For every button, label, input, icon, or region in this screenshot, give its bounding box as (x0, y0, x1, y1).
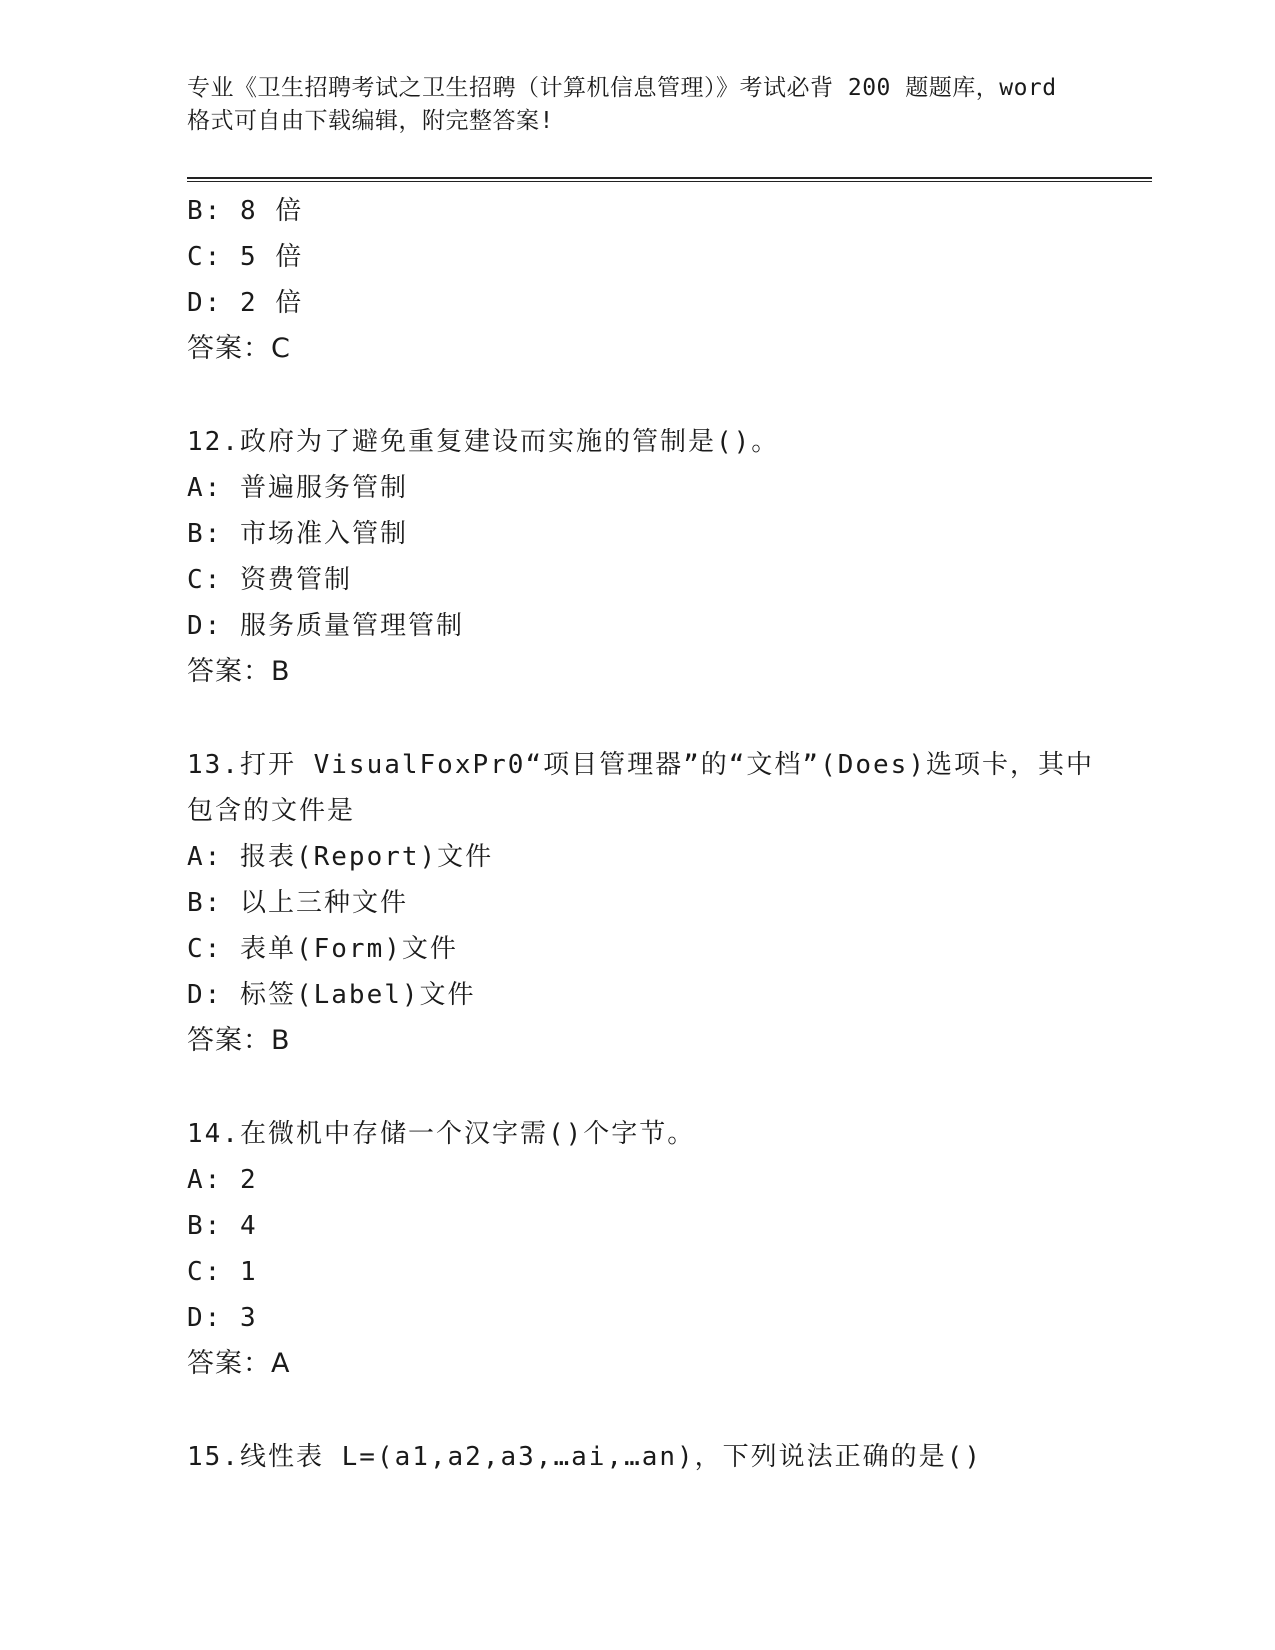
option-c: C: 1 (187, 1257, 258, 1287)
question-11-tail (187, 188, 1127, 372)
option-d: D: 3 (187, 1303, 258, 1333)
question-15 (187, 1434, 1127, 1480)
header-line-1: 专业《卫生招聘考试之卫生招聘（计算机信息管理）》考试必背 200 题题库，word (187, 75, 1057, 101)
question-14 (187, 1111, 1127, 1387)
question-stem: 15.线性表 L=(a1,a2,a3,…ai,…an)，下列说法正确的是() (187, 1442, 982, 1472)
option-b: B: 以上三种文件 (187, 888, 408, 918)
option-c: C: 表单(Form)文件 (187, 934, 458, 964)
option-a: A: 普遍服务管制 (187, 473, 408, 503)
answer-line: 答案：A (187, 1348, 291, 1379)
document-header (187, 72, 1087, 138)
option-c: C: 资费管制 (187, 565, 352, 595)
option-a: A: 报表(Report)文件 (187, 842, 494, 872)
option-a: A: 2 (187, 1165, 258, 1195)
question-stem: 14.在微机中存储一个汉字需()个字节。 (187, 1119, 696, 1149)
option-b: B: 8 倍 (187, 196, 304, 226)
option-b: B: 4 (187, 1211, 258, 1241)
option-d: D: 2 倍 (187, 288, 304, 318)
answer-line: 答案：B (187, 1025, 291, 1056)
answer-line: 答案：B (187, 656, 291, 687)
option-b: B: 市场准入管制 (187, 519, 408, 549)
document-body (187, 188, 1127, 1480)
header-line-2: 格式可自由下载编辑，附完整答案! (187, 108, 554, 134)
header-divider (187, 177, 1152, 182)
option-d: D: 标签(Label)文件 (187, 980, 476, 1010)
option-d: D: 服务质量管理管制 (187, 611, 464, 641)
question-stem: 12.政府为了避免重复建设而实施的管制是()。 (187, 427, 780, 457)
answer-line: 答案：C (187, 333, 291, 364)
question-13 (187, 742, 1127, 1064)
question-stem: 13.打开 VisualFoxPr0“项目管理器”的“文档”(Does)选项卡，其中 (187, 750, 1094, 780)
question-stem-continued: 包含的文件是 (187, 796, 356, 826)
option-c: C: 5 倍 (187, 242, 304, 272)
question-12 (187, 419, 1127, 695)
